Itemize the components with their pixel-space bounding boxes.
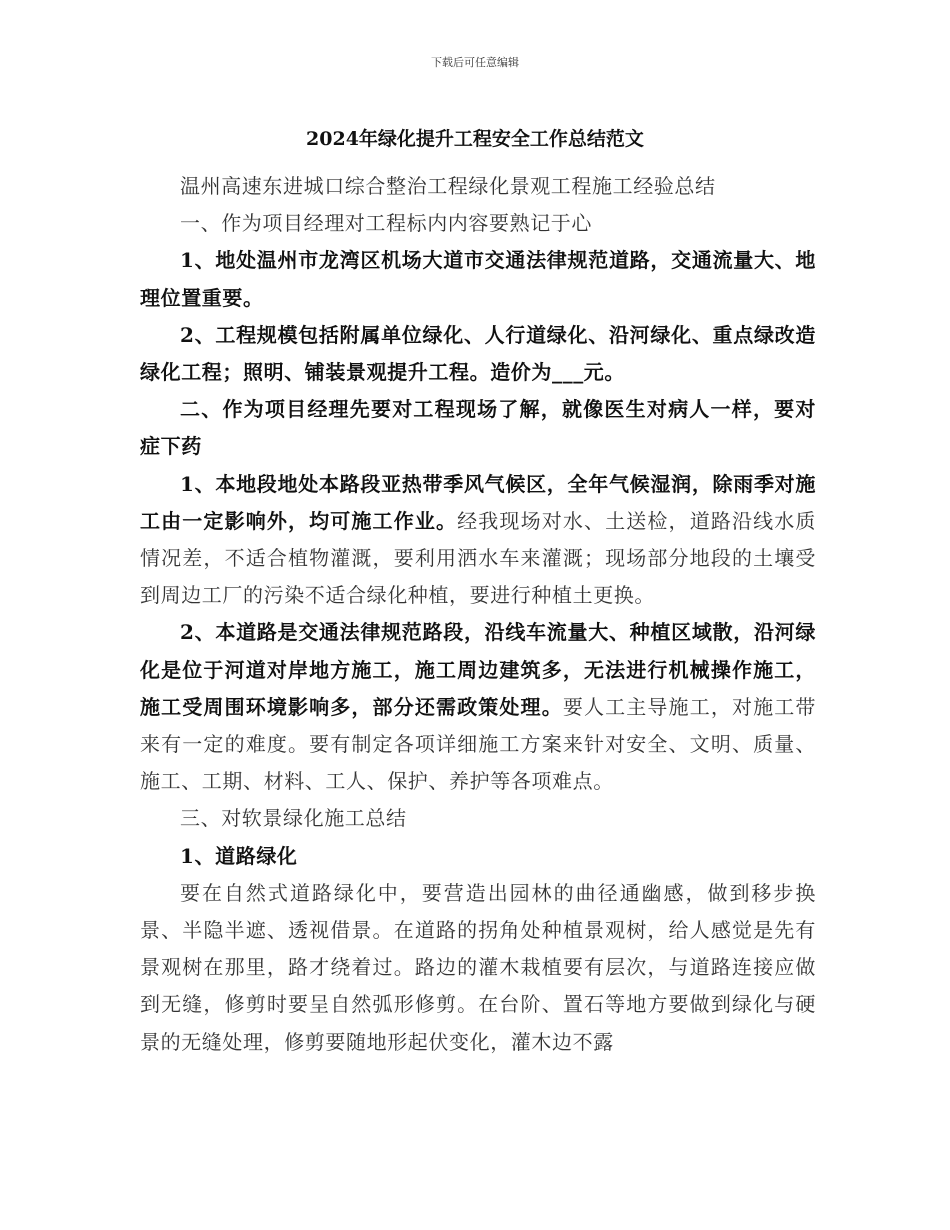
paragraph-climate: 1、本地段地处本路段亚热带季风气候区，全年气候湿润，除雨季对施工由一定影响外，均可施工作业。经我现场对水、土送检，道路沿线水质情况差，不适合植物灌溉，要利用洒水车来灌溉；现场部分地段的土壤受到周边工厂的污染不适合绿化种植，要进行种植土更换。 bbox=[140, 471, 817, 608]
paragraph-section-3: 三、对软景绿化施工总结 bbox=[180, 806, 407, 831]
header-note: 下载后可任意编辑 bbox=[431, 56, 519, 69]
paragraph-traffic: 2、本道路是交通法律规范路段，沿线车流量大、种植区域散，沿河绿化是位于河道对岸地方施工，施工周边建筑多，无法进行机械操作施工，施工受周围环境影响多，部分还需政策处理。要人工主导施工，对施工带来有一定的难度。要有制定各项详细施工方案来针对安全、文明、质量、施工、工期、材料、工人、保护、养护等各项难点。 bbox=[140, 620, 817, 794]
paragraph-section-1: 一、作为项目经理对工程标内内容要熟记于心 bbox=[180, 211, 592, 236]
document-title: 2024年绿化提升工程安全工作总结范文 bbox=[306, 128, 644, 150]
document-body bbox=[140, 168, 816, 1061]
paragraph-scope: 2、工程规模包括附属单位绿化、人行道绿化、沿河绿化、重点绿改造绿化工程；照明、铺装景观提升工程。造价为___元。 bbox=[140, 322, 816, 385]
paragraph-location: 1、地处温州市龙湾区机场大道市交通法律规范道路，交通流量大、地理位置重要。 bbox=[140, 248, 816, 310]
paragraph-road-greening: 要在自然式道路绿化中，要营造出园林的曲径通幽感，做到移步换景、半隐半遮、透视借景。在道路的拐角处种植景观树，给人感觉是先有景观树在那里，路才绕着过。路边的灌木栽植要有层次，与道路连接应做到无缝，修剪时要呈自然弧形修剪。在台阶、置石等地方要做到绿化与硬景的无缝处理，修剪要随地形起伏变化，灌木边不露 bbox=[140, 880, 816, 1054]
paragraph-subtitle: 温州高速东进城口综合整治工程绿化景观工程施工经验总结 bbox=[180, 174, 716, 198]
paragraph-road-greening-heading: 1、道路绿化 bbox=[180, 843, 298, 868]
paragraph-section-2: 二、作为项目经理先要对工程现场了解，就像医生对病人一样，要对症下药 bbox=[140, 397, 816, 459]
